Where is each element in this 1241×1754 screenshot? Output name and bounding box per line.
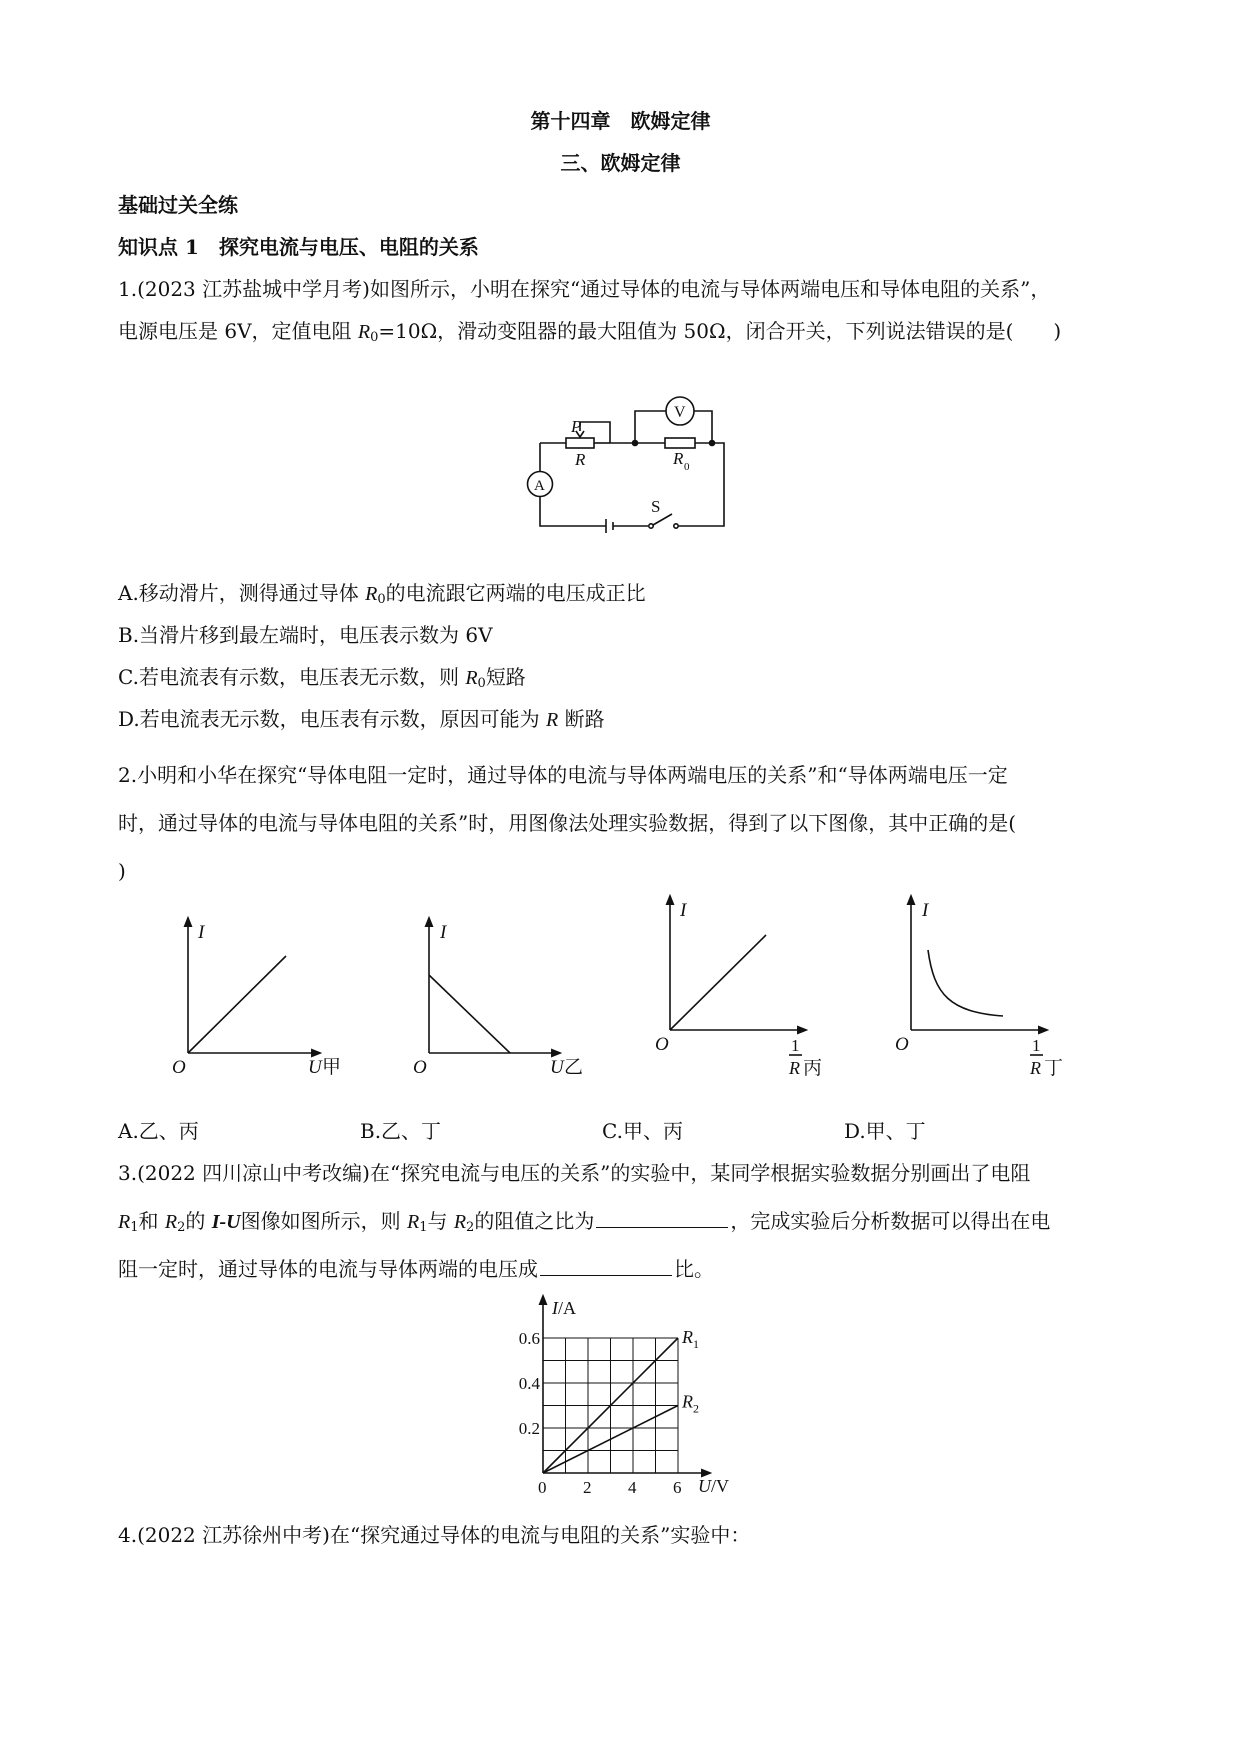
q2-line3: ) xyxy=(118,859,126,883)
circuit-label-R: R xyxy=(575,450,586,469)
graph-jia-xlabel: U xyxy=(308,1057,322,1078)
ammeter-label: A xyxy=(534,478,545,494)
q1-line2: 电源电压是 6V，定值电阻 $R_0=10\Omega$，滑动变阻器的最大阻值为 50Ω，闭合开关，下列说法错误的是( ) xyxy=(118,319,1062,345)
y-tick-label: 0.2 xyxy=(518,1419,540,1438)
q2-option-b: B.乙、丁 xyxy=(360,1119,442,1143)
q1-option-d: D.若电流表无示数，电压表有示数，原因可能为 R 断路 xyxy=(118,707,605,731)
chapter-title: 第十四章 欧姆定律 xyxy=(530,109,711,133)
knowledge-point-heading: 知识点 1 探究电流与电压、电阻的关系 xyxy=(118,235,479,259)
q3-line1: 3.(2022 四川凉山中考改编)在“探究电流与电压的关系”的实验中，某同学根据实验数据分别画出了电阻 xyxy=(118,1161,1031,1185)
x-tick-label: 6 xyxy=(673,1478,682,1497)
q3-line3: 阻一定时，通过导体的电流与导体两端的电压成 比。 xyxy=(118,1257,714,1281)
graph-bing-x-denominator: R xyxy=(789,1058,800,1078)
q1-circuit-diagram xyxy=(520,388,730,528)
graph-yi-origin: O xyxy=(413,1057,427,1078)
q2-line2: 时，通过导体的电流与导体电阻的关系”时，用图像法处理实验数据，得到了以下图像，其中正确的是( xyxy=(118,811,1017,835)
graph-ding-origin: O xyxy=(895,1034,909,1055)
circuit-label-P: P xyxy=(571,417,582,436)
circuit-label-R0-sub: 0 xyxy=(684,461,690,473)
q2-graph-bing xyxy=(650,890,850,1080)
q3-answer-blank-1[interactable] xyxy=(596,1207,728,1228)
series-label-r2: $R_2$ xyxy=(682,1391,699,1416)
graph-ding-x-denominator: R xyxy=(1030,1058,1041,1078)
graph-ding-x-numerator: 1 xyxy=(1032,1036,1041,1055)
q3-line2: $R_1$和 $R_2$的 I-U图像如图所示，则 $R_1$与 $R_2$的阻值之比为 ，完成实验后分析数据可以得出在电 xyxy=(118,1209,1051,1235)
graph-jia-origin: O xyxy=(172,1057,186,1078)
q2-option-d: D.甲、丁 xyxy=(844,1119,926,1143)
y-tick-label: 0.6 xyxy=(518,1329,540,1348)
q3-iu-chart xyxy=(500,1290,740,1500)
voltmeter-label: V xyxy=(674,404,686,421)
section-title: 三、欧姆定律 xyxy=(560,151,681,175)
q2-line1: 2.小明和小华在探究“导体电阻一定时，通过导体的电流与导体两端电压的关系”和“导体两端电压一定 xyxy=(118,763,1008,787)
x-tick-label: 0 xyxy=(538,1478,547,1497)
graph-yi-tag: 乙 xyxy=(564,1057,584,1078)
graph-bing-tag: 丙 xyxy=(803,1058,823,1079)
q4-line1: 4.(2022 江苏徐州中考)在“探究通过导体的电流与电阻的关系”实验中： xyxy=(118,1523,751,1547)
graph-bing-origin: O xyxy=(655,1034,669,1055)
section-label: 基础过关全练 xyxy=(118,193,238,217)
switch-label: S xyxy=(651,497,661,516)
q1-option-a: A.移动滑片，测得通过导体 $R_0$的电流跟它两端的电压成正比 xyxy=(118,581,646,607)
series-label-r1: $R_1$ xyxy=(682,1327,699,1351)
graph-ding-ylabel: I xyxy=(922,900,929,921)
graph-yi-xlabel: U xyxy=(550,1057,564,1078)
graph-bing-ylabel: I xyxy=(680,900,687,921)
q2-graph-yi xyxy=(410,912,590,1082)
q2-option-c: C.甲、丙 xyxy=(602,1119,683,1143)
q1-option-c: C.若电流表有示数，电压表无示数，则 $R_0$短路 xyxy=(118,665,526,691)
graph-jia-ylabel: I xyxy=(198,922,205,943)
iu-xlabel: U/V xyxy=(698,1476,729,1496)
y-tick-label: 0.4 xyxy=(518,1374,540,1393)
q1-line1: 1.(2023 江苏盐城中学月考)如图所示，小明在探究“通过导体的电流与导体两端电压和导体电阻的关系”， xyxy=(118,277,1051,301)
q2-graph-ding xyxy=(888,890,1088,1080)
graph-ding-tag: 丁 xyxy=(1044,1058,1064,1079)
graph-jia-tag: 甲 xyxy=(322,1057,342,1078)
x-tick-label: 4 xyxy=(628,1478,637,1497)
x-tick-label: 2 xyxy=(583,1478,592,1497)
graph-bing-x-numerator: 1 xyxy=(791,1036,800,1055)
circuit-label-R0: R xyxy=(673,449,684,468)
graph-yi-ylabel: I xyxy=(440,922,447,943)
q3-answer-blank-2[interactable] xyxy=(540,1255,672,1276)
q1-option-b: B.当滑片移到最左端时，电压表示数为 6V xyxy=(118,623,493,647)
q2-option-a: A.乙、丙 xyxy=(118,1119,199,1143)
iu-ylabel: I/A xyxy=(552,1298,576,1318)
q2-graph-jia xyxy=(170,912,350,1082)
